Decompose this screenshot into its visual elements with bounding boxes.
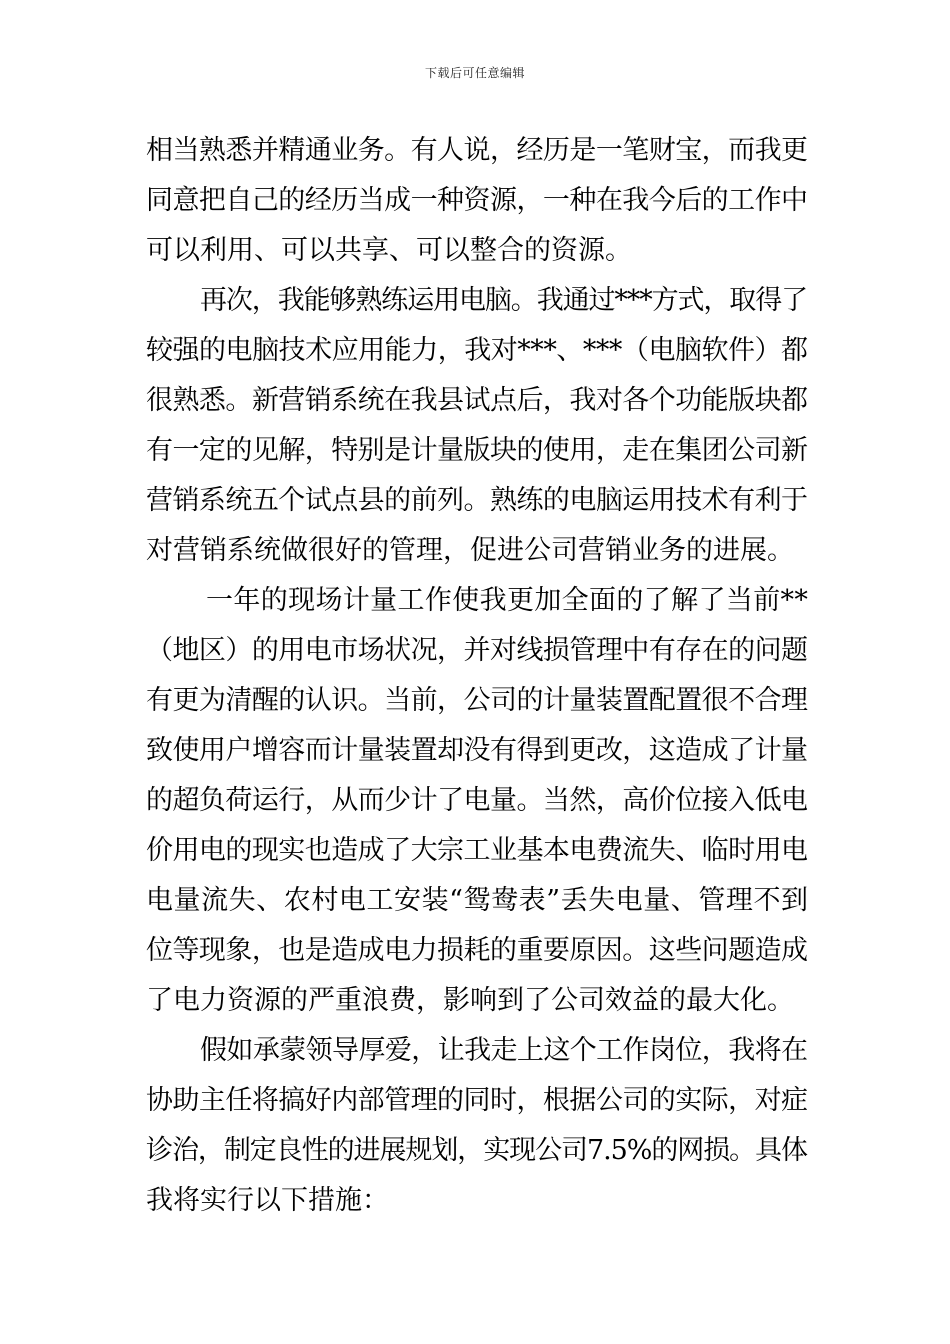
- paragraph-line: 营销系统五个试点县的前列。熟练的电脑运用技术有利于: [146, 485, 808, 516]
- paragraph: [146, 1026, 808, 1226]
- paragraph-line: 对营销系统做很好的管理，促进公司营销业务的进展。: [146, 535, 794, 566]
- paragraph-line: 较强的电脑技术应用能力，我对***、***（电脑软件）都: [146, 335, 808, 366]
- paragraph-line: 位等现象，也是造成电力损耗的重要原因。这些问题造成: [146, 935, 808, 966]
- paragraph-line: （地区）的用电市场状况，并对线损管理中有存在的问题: [146, 635, 808, 666]
- paragraph-line: 有一定的见解，特别是计量版块的使用，走在集团公司新: [146, 435, 808, 466]
- paragraph-line: 可以利用、可以共享、可以整合的资源。: [146, 235, 632, 266]
- paragraph-line: 再次，我能够熟练运用电脑。我通过***方式，取得了: [200, 285, 807, 316]
- paragraph-line: 了电力资源的严重浪费，影响到了公司效益的最大化。: [146, 985, 794, 1016]
- paragraph-line: 的超负荷运行，从而少计了电量。当然，高价位接入低电: [146, 785, 808, 816]
- paragraph-line: 诊治，制定良性的进展规划，实现公司7.5%的网损。具体: [146, 1135, 807, 1166]
- paragraph-line: 相当熟悉并精通业务。有人说，经历是一笔财宝，而我更: [146, 135, 808, 166]
- paragraph-line: 我将实行以下措施：: [146, 1185, 389, 1216]
- paragraph-line: 价用电的现实也造成了大宗工业基本电费流失、临时用电: [146, 835, 808, 866]
- page-header: 下载后可任意编辑: [424, 66, 525, 80]
- paragraph: [146, 126, 808, 276]
- paragraph-line: 有更为清醒的认识。当前，公司的计量装置配置很不合理: [146, 685, 808, 716]
- paragraph: [146, 276, 808, 576]
- paragraph-line: 很熟悉。新营销系统在我县试点后，我对各个功能版块都: [146, 385, 808, 416]
- paragraph-line: 一年的现场计量工作使我更加全面的了解了当前**: [206, 585, 809, 616]
- paragraph-line: 假如承蒙领导厚爱，让我走上这个工作岗位，我将在: [200, 1035, 808, 1066]
- paragraph-line: 同意把自己的经历当成一种资源，一种在我今后的工作中: [146, 185, 808, 216]
- paragraph-line: 协助主任将搞好内部管理的同时，根据公司的实际，对症: [146, 1085, 808, 1116]
- paragraph-line: 电量流失、农村电工安装“鸳鸯表”丢失电量、管理不到: [146, 885, 809, 916]
- document-body: [146, 126, 808, 1226]
- paragraph-line: 致使用户增容而计量装置却没有得到更改，这造成了计量: [146, 735, 808, 766]
- paragraph: [146, 576, 808, 1026]
